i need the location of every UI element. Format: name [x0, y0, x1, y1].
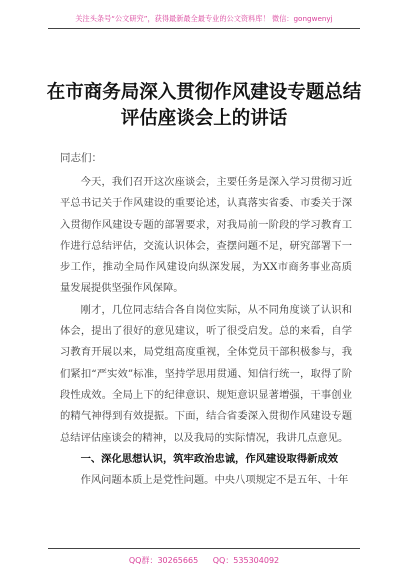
header-divider: [48, 28, 360, 29]
paragraph: 今天，我们召开这次座谈会，主要任务是深入学习贯彻习近平总书记关于作风建设的重要论述，认真落实省委、市委关于深入贯彻作风建设专题的部署要求，对我局前一阶段的学习教育工作进行总结评估，交流认识体会，查摆问题不足，研究部署下一步工作，推动全局作风建设向纵深发展，为XX市商务事业高质量发展提供坚强作风保障。: [60, 176, 352, 295]
document-title: 在市商务局深入贯彻作风建设专题总结评估座谈会上的讲话: [46, 82, 362, 129]
paragraph: 刚才，几位同志结合各自岗位实际，从不同角度谈了认识和体会，提出了很好的意见建议，听了很受启发。总的来看，自学习教育开展以来，局党组高度重视，全体党员干部积极参与，我们紧扣“严实效”标准，坚持学思用贯通、知信行统一，取得了阶段性成效。全局上下的纪律意识、规矩意识显著增强，干事创业的精气神得到有效提振。下面，结合省委深入贯彻作风建设专题总结评估座谈会的精神，以及我局的实际情况，我讲几点意见。: [60, 303, 352, 444]
header-promo: 关注头条号“公文研究”，获得最新最全最专业的公文资料库！ 微信：gongwenyj: [75, 14, 333, 23]
footer-divider: [48, 548, 360, 549]
footer-qq-group: QQ群：30265665: [128, 556, 199, 565]
paragraph: 作风问题本质上是党性问题。中央八项规定不是五年、十年: [80, 474, 349, 487]
section-heading: 一、深化思想认识，筑牢政治忠诚，作风建设取得新成效: [80, 452, 339, 465]
document-body: [60, 172, 352, 491]
footer: [0, 555, 408, 566]
salutation: 同志们：: [60, 152, 102, 164]
footer-qq: QQ：535304092: [212, 556, 280, 565]
